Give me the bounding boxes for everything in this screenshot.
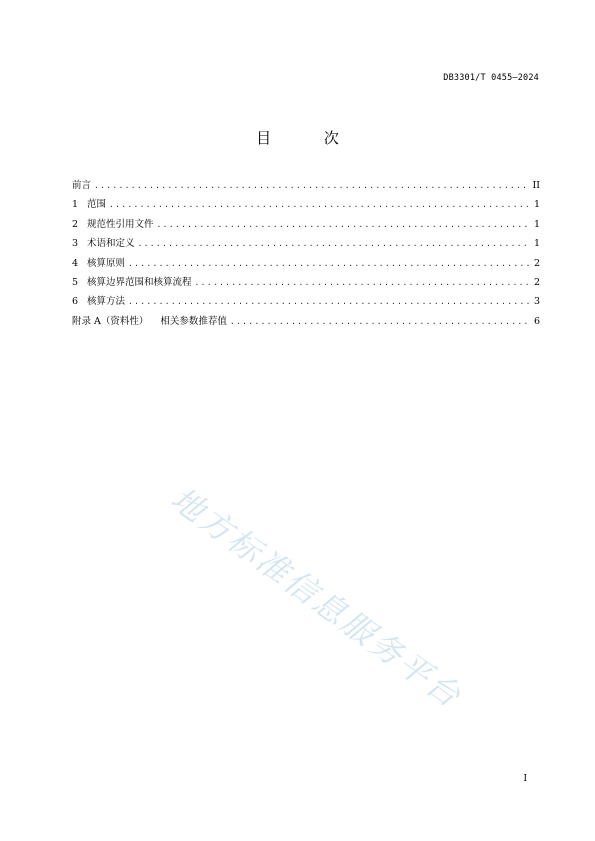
toc-entry-label: 术语和定义	[87, 238, 135, 250]
toc-entry-label: 规范性引用文件	[87, 218, 154, 230]
toc-entry-number: 6	[72, 296, 79, 308]
page-title: 目 次	[256, 129, 363, 147]
toc-entry-foreword[interactable]	[72, 180, 540, 199]
toc-entry-page: 1	[533, 238, 540, 250]
toc-leader-dots	[195, 277, 529, 289]
toc-entry-label: 核算方法	[87, 296, 126, 308]
toc-entry-annex-a[interactable]	[72, 316, 540, 335]
toc-entry-label: 核算边界范围和核算流程	[87, 276, 192, 288]
toc-entry-number: 2	[72, 218, 79, 230]
toc-leader-dots	[128, 258, 529, 270]
toc-entry-number: 4	[72, 257, 79, 269]
toc-entry-page: 2	[533, 276, 540, 288]
toc-entry-methods[interactable]	[72, 296, 540, 315]
toc-entry-page: 2	[533, 257, 540, 269]
toc-entry-principles[interactable]	[72, 258, 540, 277]
toc-entry-number: 3	[72, 238, 79, 250]
toc-entry-terms[interactable]	[72, 238, 540, 257]
toc-entry-page: II	[532, 180, 540, 191]
toc-entry-normative-references[interactable]	[72, 219, 540, 238]
toc-entry-label: 范围	[87, 199, 107, 211]
toc-entry-number: 1	[72, 199, 79, 211]
toc-entry-scope[interactable]	[72, 199, 540, 218]
toc-entry-page: 6	[533, 315, 540, 327]
toc-entry-number: 5	[72, 276, 79, 288]
toc-leader-dots	[94, 180, 529, 192]
toc-entry-page: 1	[533, 218, 540, 230]
watermark: 地方标准信息服务平台	[163, 479, 470, 717]
toc-leader-dots	[157, 219, 529, 231]
toc-entry-page: 1	[533, 199, 540, 211]
toc-entry-label: 前言	[72, 180, 92, 191]
toc-leader-dots	[230, 316, 529, 328]
toc-entry-page: 3	[533, 296, 540, 308]
table-of-contents	[72, 180, 540, 335]
toc-entry-sublabel: 相关参数推荐值	[160, 315, 227, 327]
toc-entry-boundary[interactable]	[72, 277, 540, 296]
toc-leader-dots	[109, 199, 529, 211]
toc-entry-label: 附录 A（资料性）	[72, 315, 149, 327]
toc-entry-label: 核算原则	[87, 257, 126, 269]
toc-leader-dots	[128, 296, 529, 308]
page-number: I	[523, 774, 527, 784]
document-code: DB3301/T 0455—2024	[443, 73, 539, 83]
toc-leader-dots	[138, 238, 529, 250]
